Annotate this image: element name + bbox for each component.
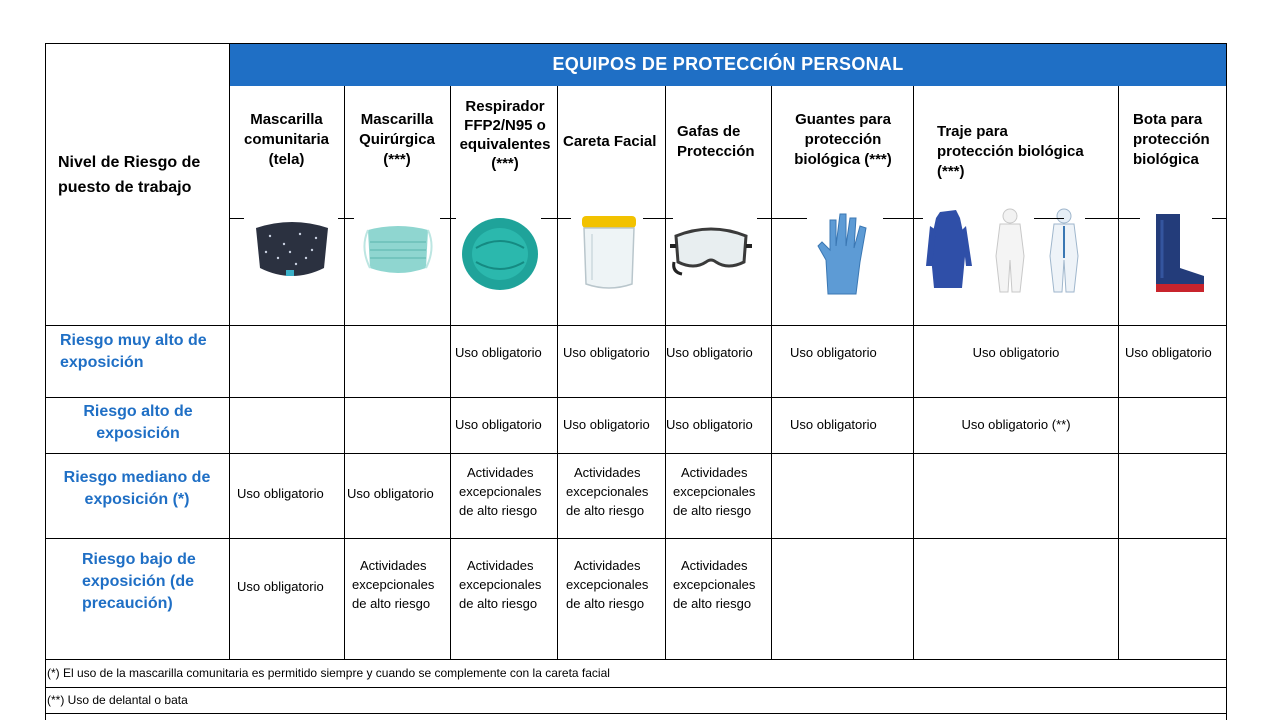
col-header-text: Bota para protección biológica [1133, 111, 1210, 168]
col-header-surgical-mask [353, 110, 441, 170]
table-cell [459, 463, 555, 520]
grid-line [541, 218, 571, 219]
grid-line [45, 397, 1227, 398]
col-header-boot [1133, 110, 1219, 218]
protective-suit-icon [926, 206, 1086, 298]
grid-line [665, 86, 666, 659]
cell-text: Uso obligatorio [972, 345, 1060, 360]
grid-line [229, 218, 244, 219]
cell-text: Uso obligatorio [455, 417, 542, 432]
grid-line [45, 325, 1227, 326]
table-cell [666, 415, 776, 434]
grid-line [45, 43, 46, 720]
table-cell [666, 343, 776, 362]
table-cell [563, 415, 658, 434]
cell-text: Actividades excepcionales de alto riesgo [673, 465, 756, 518]
cell-text: Actividades excepcionales de alto riesgo [673, 558, 756, 611]
table-cell [790, 415, 910, 434]
col-header-goggles [677, 122, 762, 162]
cell-text: Uso obligatorio [666, 345, 753, 360]
grid-line [1085, 218, 1140, 219]
col-header-suit [937, 122, 1087, 182]
grid-line [450, 86, 451, 659]
risk-label-medium [48, 467, 226, 511]
face-shield-icon [578, 214, 640, 292]
table-cell [455, 415, 550, 434]
grid-line [643, 218, 673, 219]
grid-line [45, 43, 1227, 44]
grid-line [913, 86, 914, 659]
cell-text: Uso obligatorio [563, 345, 650, 360]
risk-label-text: Riesgo alto de exposición [83, 403, 193, 442]
cell-text: Uso obligatorio [455, 345, 542, 360]
risk-label-text: Riesgo bajo de exposición (de precaución) [82, 551, 196, 612]
table-cell [237, 484, 347, 503]
cell-text: Uso obligatorio [237, 486, 324, 501]
grid-line [45, 538, 1227, 539]
col-header-face-shield [563, 132, 658, 152]
col-header-respirator [451, 97, 559, 173]
table-cell [914, 415, 1118, 434]
col-header-text: Traje para protección biológica (***) [937, 123, 1084, 180]
table-cell [673, 463, 769, 520]
goggles-icon [668, 222, 754, 278]
footnote-1 [47, 665, 1217, 681]
risk-label-high [54, 401, 222, 445]
table-cell [790, 343, 910, 362]
cell-text: Actividades excepcionales de alto riesgo [459, 558, 542, 611]
table-cell [673, 556, 769, 613]
cell-text: Actividades excepcionales de alto riesgo [566, 465, 649, 518]
table-header-band: EQUIPOS DE PROTECCIÓN PERSONAL [229, 43, 1227, 86]
risk-label-text: Riesgo mediano de exposición (*) [63, 469, 211, 508]
col-header-text: Respirador FFP2/N95 o equivalentes (***) [459, 98, 551, 172]
grid-line [757, 218, 807, 219]
footnote-text: (**) Uso de delantal o bata [47, 693, 188, 707]
surgical-mask-icon [360, 220, 436, 282]
grid-line [338, 218, 354, 219]
table-cell [237, 577, 347, 596]
table-cell [352, 556, 448, 613]
col-header-fabric-mask [234, 110, 339, 170]
risk-label-low [82, 549, 202, 615]
footnote-2 [47, 692, 1217, 708]
grid-line [1212, 218, 1227, 219]
respirator-icon [458, 214, 542, 294]
col-header-text: Guantes para protección biológica (***) [794, 111, 892, 168]
table-cell [566, 463, 662, 520]
grid-line [45, 453, 1227, 454]
col-header-gloves [782, 110, 904, 218]
table-cell [566, 556, 662, 613]
grid-line [1118, 86, 1119, 659]
gloves-icon [814, 210, 870, 296]
cell-text: Uso obligatorio [237, 579, 324, 594]
grid-line [344, 86, 345, 659]
cell-text: Actividades excepcionales de alto riesgo [566, 558, 649, 611]
grid-line [229, 43, 230, 659]
cell-text: Uso obligatorio [563, 417, 650, 432]
cell-text: Actividades excepcionales de alto riesgo [352, 558, 435, 611]
risk-label-very-high [60, 330, 215, 374]
col-header-text: Mascarilla comunitaria (tela) [243, 111, 330, 168]
cell-text: Uso obligatorio [1125, 345, 1212, 360]
col-header-text: Gafas de Protección [677, 123, 755, 160]
grid-line [440, 218, 456, 219]
table-cell [1125, 343, 1220, 362]
cell-text: Uso obligatorio [790, 417, 877, 432]
row-header-text: Nivel de Riesgo de puesto de trabajo [58, 154, 201, 196]
grid-line [45, 713, 1227, 714]
fabric-mask-icon [250, 214, 334, 288]
cell-text: Uso obligatorio (**) [961, 417, 1071, 432]
grid-line [1226, 43, 1227, 720]
table-cell [455, 343, 550, 362]
grid-line [45, 687, 1227, 688]
table-cell [459, 556, 555, 613]
cell-text: Actividades excepcionales de alto riesgo [459, 465, 542, 518]
table-cell [914, 343, 1118, 362]
col-header-text: Careta Facial [563, 133, 657, 150]
table-cell [563, 343, 658, 362]
col-header-text: Mascarilla Quirúrgica (***) [359, 111, 435, 168]
row-header-label [58, 150, 223, 200]
grid-line [557, 86, 558, 659]
boot-icon [1150, 212, 1208, 296]
grid-line [1034, 218, 1064, 219]
cell-text: Uso obligatorio [790, 345, 877, 360]
footnote-text: (*) El uso de la mascarilla comunitaria es permitido siempre y cuando se complemente con la careta facial [47, 666, 610, 680]
risk-label-text: Riesgo muy alto de exposición [60, 332, 207, 371]
cell-text: Uso obligatorio [666, 417, 753, 432]
cell-text: Uso obligatorio [347, 486, 434, 501]
grid-line [45, 659, 1227, 660]
grid-line [771, 86, 772, 659]
grid-line [883, 218, 923, 219]
table-cell [347, 484, 445, 503]
